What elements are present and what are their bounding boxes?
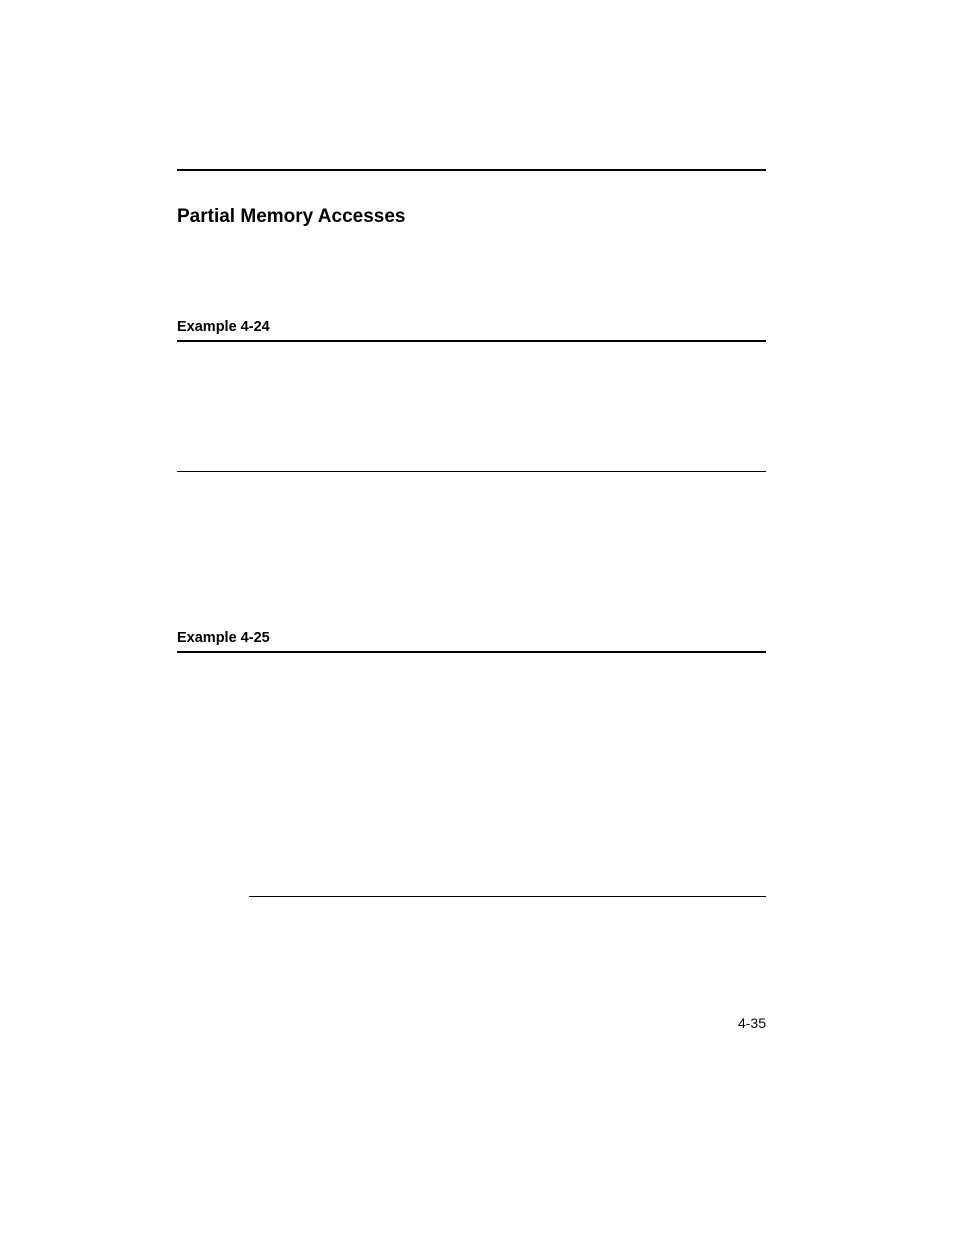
page-number: 4-35: [737, 1015, 766, 1031]
section-top-rule: [177, 169, 766, 171]
example-4-25-bottom-rule: [249, 896, 766, 897]
example-4-24-bottom-rule: [177, 471, 766, 472]
example-caption-4-24: Example 4-24: [177, 319, 270, 335]
example-4-25-top-rule: [177, 651, 766, 653]
example-4-24-top-rule: [177, 340, 766, 342]
example-caption-4-25: Example 4-25: [177, 630, 270, 646]
section-title: Partial Memory Accesses: [177, 206, 406, 227]
